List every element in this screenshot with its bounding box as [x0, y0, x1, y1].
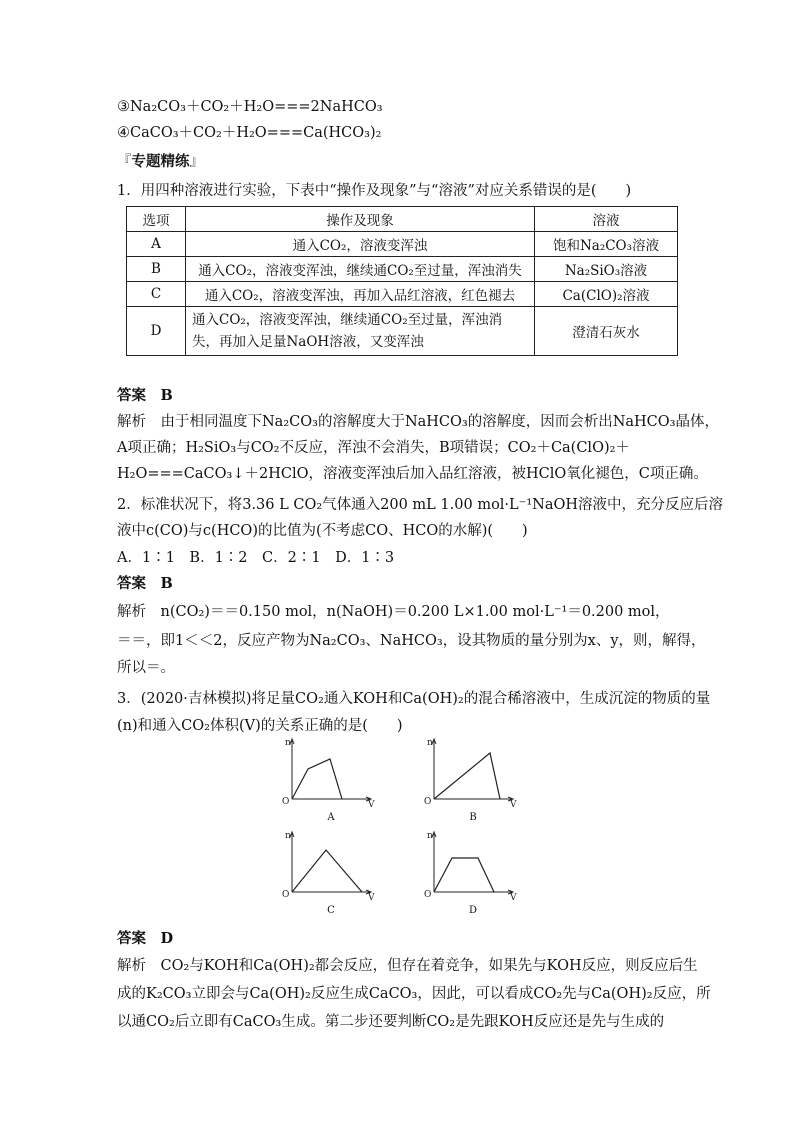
section-title-text: 专题精练: [131, 153, 190, 170]
q3-stem: (n)和通入CO₂体积(V)的关系正确的是( ): [117, 718, 403, 734]
graph-y-label: n: [427, 738, 433, 748]
graph-y-axis: [432, 832, 436, 892]
q1-stem: 1．用四种溶液进行实验，下表中“操作及现象”与“溶液”对应关系错误的是( ): [117, 183, 632, 199]
option-operation: 通入CO₂，溶液变浑浊: [186, 232, 535, 257]
graph-x-label: V: [368, 800, 375, 810]
q1-options-table: [126, 206, 678, 356]
option-solution: Ca(ClO)₂溶液: [535, 282, 678, 307]
q1-analysis-line: H₂O===CaCO₃↓＋2HClO，溶液变浑浊后加入品红溶液，被HClO氧化褪色，C项正确。: [117, 466, 708, 482]
option-operation: 通入CO₂，溶液变浑浊，再加入品红溶液，红色褪去: [186, 282, 535, 307]
graph-origin-label: O: [424, 797, 432, 807]
option-operation: 通入CO₂，溶液变浑浊，继续通CO₂至过量，浑浊消失: [186, 257, 535, 282]
q3-answer: 答案 D: [117, 930, 174, 947]
graph-origin-label: O: [282, 797, 290, 807]
q3-analysis-line: 解析 CO₂与KOH和Ca(OH)₂都会反应，但存在着竞争，如果先与KOH反应，则反应后生: [117, 958, 698, 974]
table-header: 溶液: [535, 207, 678, 232]
table-row: [127, 232, 678, 257]
graph-curve: [292, 850, 362, 892]
q1-answer: 答案 B: [117, 387, 173, 404]
q3-analysis-line: 以通CO₂后立即有CaCO₃生成。第二步还要判断CO₂是先跟KOH反应还是先与生成的: [117, 1014, 665, 1030]
equation-3: ③Na₂CO₃＋CO₂＋H₂O===2NaHCO₃: [117, 99, 383, 115]
graph-caption: A: [327, 812, 335, 823]
q2-analysis-line: 所以＝。: [117, 660, 175, 676]
q2-answer: 答案 B: [117, 575, 173, 592]
graph-x-axis: [434, 797, 513, 801]
graph-caption: D: [468, 905, 478, 916]
graph-d: [422, 828, 522, 903]
graph-caption: B: [469, 812, 477, 823]
graph-c: [280, 828, 380, 903]
table-row: [127, 307, 678, 356]
graph-x-label: V: [368, 893, 375, 903]
table-header: 操作及现象: [186, 207, 535, 232]
q2-stem: 2．标准状况下，将3.36 L CO₂气体通入200 mL 1.00 mol·L⁻¹NaOH溶液中，充分反应后溶: [117, 497, 724, 513]
q2-analysis-line: ＝＝，即1＜＜2，反应产物为Na₂CO₃、NaHCO₃，设其物质的量分别为x、y，则，解得，: [117, 633, 706, 649]
equation-4: ④CaCO₃＋CO₂＋H₂O===Ca(HCO₃)₂: [117, 125, 382, 141]
option-letter: D: [127, 307, 186, 356]
table-row: [127, 257, 678, 282]
graph-origin-label: O: [282, 890, 290, 900]
option-solution: 澄清石灰水: [535, 307, 678, 356]
graph-x-axis: [292, 797, 371, 801]
graph-x-axis: [292, 890, 371, 894]
graph-y-label: n: [427, 831, 433, 841]
q2-options: A．1∶1 B．1∶2 C．2∶1 D．1∶3: [117, 550, 395, 566]
graph-x-label: V: [510, 893, 517, 903]
graph-y-axis: [290, 832, 294, 892]
graph-origin-label: O: [424, 890, 432, 900]
q3-analysis-line: 成的K₂CO₃立即会与Ca(OH)₂反应生成CaCO₃，因此，可以看成CO₂先与Ca(OH)₂反应，所: [117, 986, 711, 1002]
q1-analysis-line: A项正确；H₂SiO₃与CO₂不反应，浑浊不会消失，B项错误；CO₂＋Ca(ClO)₂＋: [117, 440, 630, 456]
graph-y-label: n: [285, 831, 291, 841]
graph-curve: [434, 753, 500, 799]
graph-y-axis: [432, 739, 436, 799]
section-title: 『专题精练』: [117, 153, 204, 170]
option-solution: Na₂SiO₃溶液: [535, 257, 678, 282]
graph-y-label: n: [285, 738, 291, 748]
table-header: 选项: [127, 207, 186, 232]
option-solution: 饱和Na₂CO₃溶液: [535, 232, 678, 257]
option-operation: [186, 307, 535, 356]
q2-analysis-line: 解析 n(CO₂)＝＝0.150 mol，n(NaOH)＝0.200 L×1.00 mol·L⁻¹＝0.200 mol，: [117, 604, 670, 620]
table-row: [127, 282, 678, 307]
graph-x-label: V: [510, 800, 517, 810]
graph-caption: C: [327, 905, 335, 916]
q2-stem: 液中c(CO)与c(HCO)的比值为(不考虑CO、HCO的水解)( ): [117, 523, 528, 539]
option-letter: C: [127, 282, 186, 307]
option-letter: A: [127, 232, 186, 257]
q1-analysis-line: 解析 由于相同温度下Na₂CO₃的溶解度大于NaHCO₃的溶解度，因而会析出NaHCO₃晶体，: [117, 414, 719, 430]
graph-curve: [292, 759, 342, 799]
graph-b: [422, 735, 522, 810]
option-operation-line: 通入CO₂，溶液变浑浊，继续通CO₂至过量，浑浊消: [192, 312, 503, 328]
q3-stem: 3．(2020·吉林模拟)将足量CO₂通入KOH和Ca(OH)₂的混合稀溶液中，生成沉淀的物质的量: [117, 691, 711, 707]
option-letter: B: [127, 257, 186, 282]
graph-curve: [434, 858, 494, 892]
option-operation-line: 失，再加入足量NaOH溶液，又变浑浊: [192, 334, 424, 350]
graph-y-axis: [290, 739, 294, 799]
graph-x-axis: [434, 890, 513, 894]
graph-a: [280, 735, 380, 810]
